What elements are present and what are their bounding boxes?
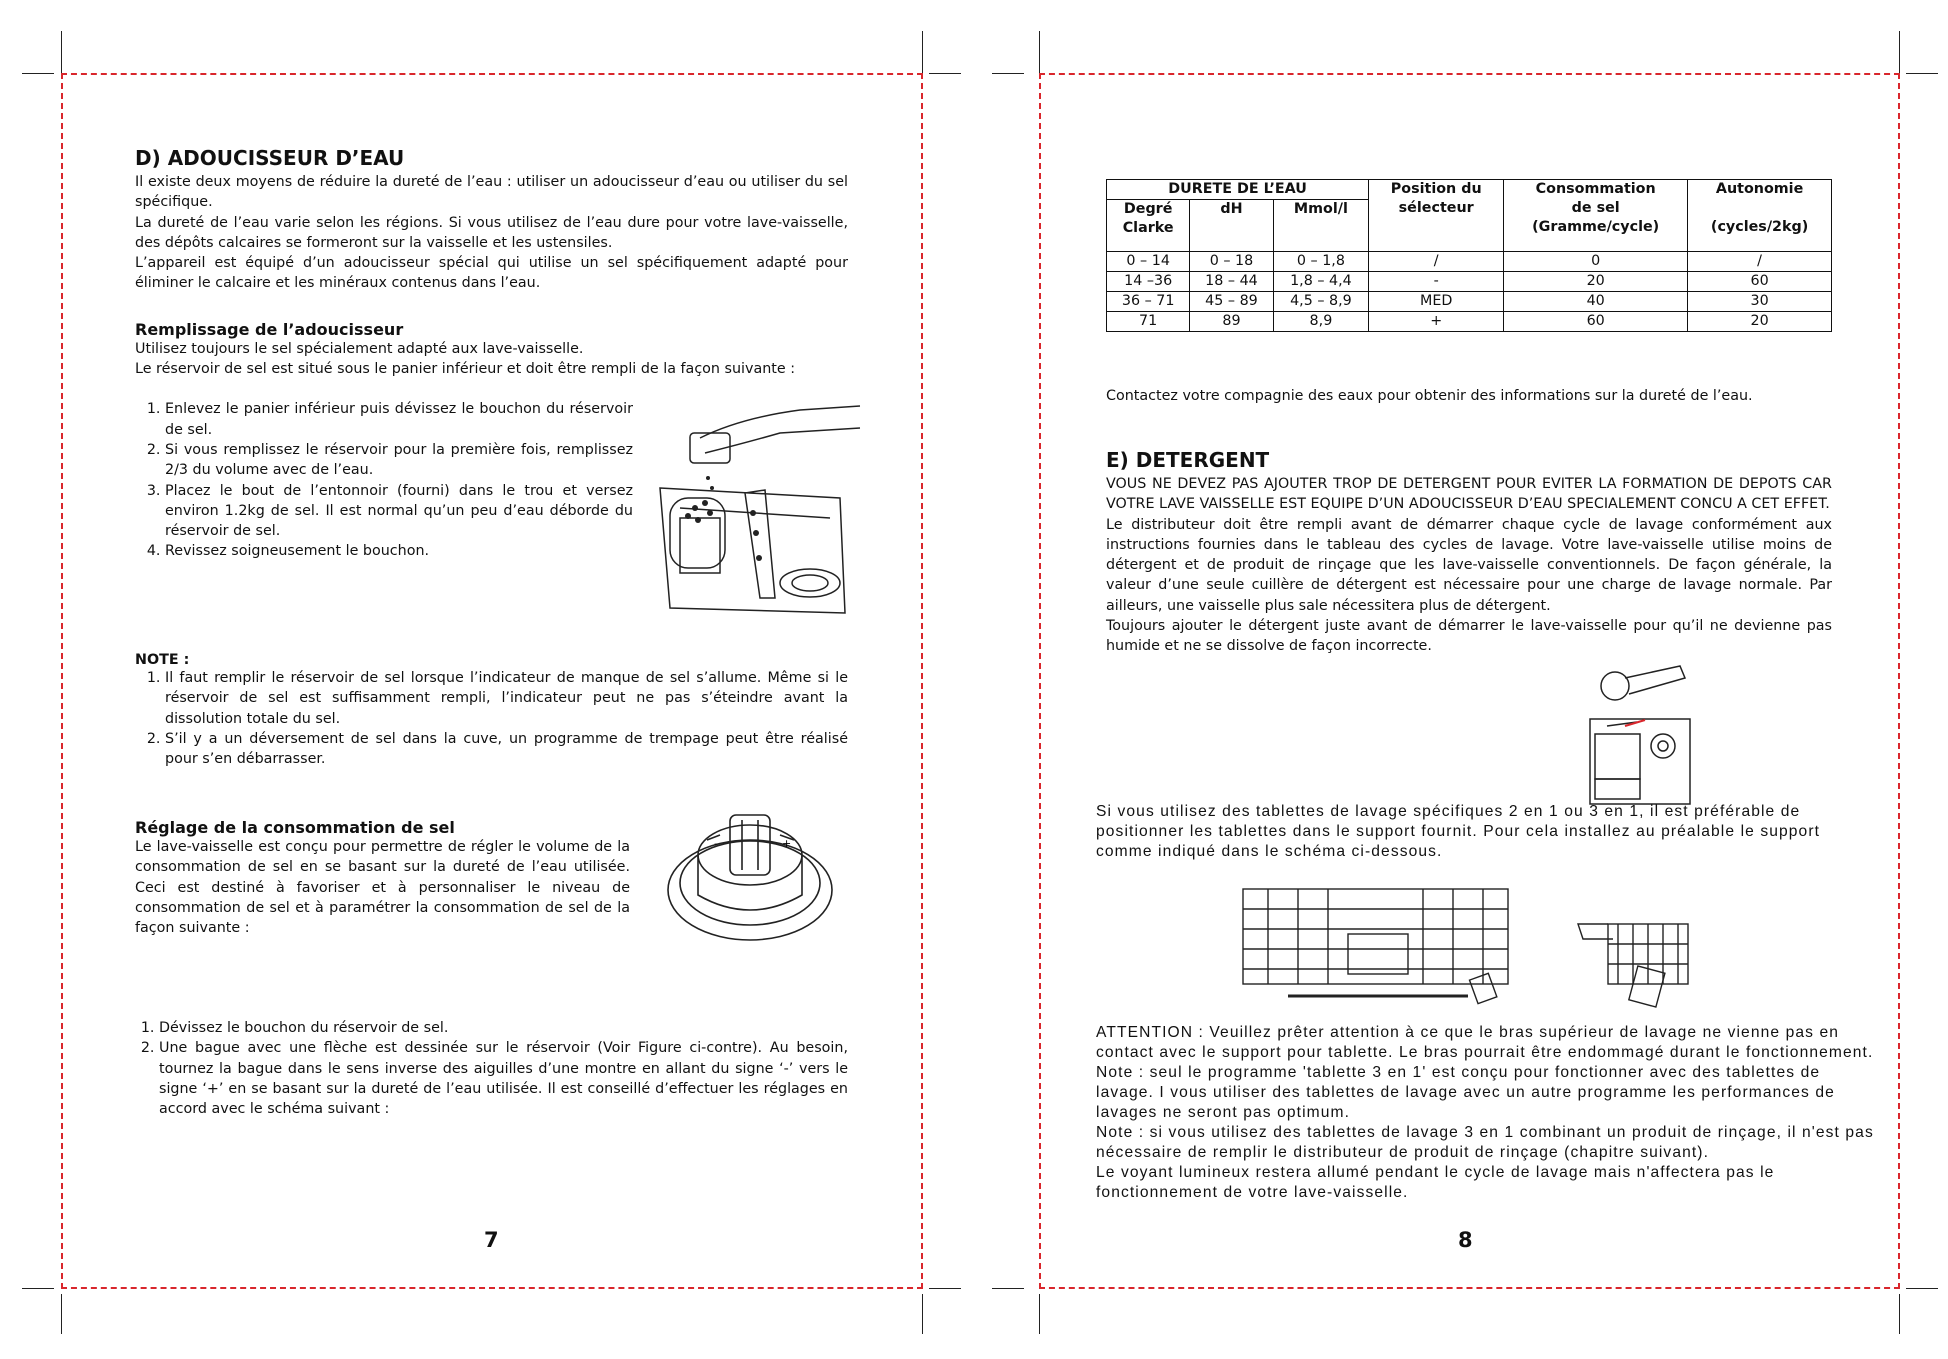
table-cell: 71 <box>1107 312 1190 332</box>
note-item: 1. Il faut remplir le réservoir de sel lorsque l’indicateur de manque de sel s’allume. Même si le réservoir de sel est suffisamment rempli, l’indicateur peut ne pas s’éteindre avant la dissolution totale du sel. <box>165 668 848 729</box>
salt-filling-illustration <box>650 398 865 618</box>
intro-paragraph-1: Il existe deux moyens de réduire la dureté de l’eau : utiliser un adoucisseur d’eau ou utiliser du sel spécifique. <box>135 174 848 211</box>
table-cell: 18 – 44 <box>1190 272 1273 292</box>
table-cell: 20 <box>1504 272 1688 292</box>
crop-mark <box>929 73 961 74</box>
crop-mark <box>22 1288 54 1289</box>
filling-steps <box>135 399 633 561</box>
table-cell: 0 <box>1504 252 1688 272</box>
crop-mark <box>61 31 62 78</box>
filling-step: 1. Enlevez le panier inférieur puis dévissez le bouchon du réservoir de sel. <box>165 399 633 440</box>
table-cell: 0 – 14 <box>1107 252 1190 272</box>
header-autonomy: Autonomie (cycles/2kg) <box>1688 180 1832 252</box>
attention-text: ATTENTION : Veuillez prêter attention à ce que le bras supérieur de lavage ne vienne pas en contact avec le support pour tablette. Le bras pourrait être endommagé durant le fonctionnement. <box>1096 1024 1874 1061</box>
table-cell: 20 <box>1688 312 1832 332</box>
rack-tablet-holder-illustration <box>1238 884 1732 1014</box>
intro-paragraph-3: L’appareil est équipé d’un adoucisseur spécial qui utilise un sel spécifiquement adapté pour éliminer le calcaire et les minéraux contenus dans l’eau. <box>135 255 848 292</box>
table-cell: / <box>1369 252 1504 272</box>
table-cell: 0 – 18 <box>1190 252 1273 272</box>
table-cell: / <box>1688 252 1832 272</box>
table-row <box>1107 292 1832 312</box>
crop-mark <box>1039 1294 1040 1334</box>
crop-mark <box>992 73 1024 74</box>
filling-step: 3. Placez le bout de l’entonnoir (fourni) dans le trou et versez environ 1.2kg de sel. Il est normal qu’un peu d’eau déborde du réservoir de sel. <box>165 481 633 542</box>
table-cell: + <box>1369 312 1504 332</box>
table-cell: - <box>1369 272 1504 292</box>
svg-text:+: + <box>782 837 792 850</box>
note-items <box>135 668 848 769</box>
header-consumption: Consommation de sel (Gramme/cycle) <box>1504 180 1688 252</box>
note-tablet-rinse: Note : si vous utilisez des tablettes de lavage 3 en 1 combinant un produit de rinçage, il n'est pas nécessaire de remplir le distributeur de produit de rinçage (chapitre suivant). <box>1096 1124 1874 1161</box>
page-number-right: 8 <box>1458 1228 1473 1252</box>
table-cell: 30 <box>1688 292 1832 312</box>
setting-steps-block <box>135 1018 848 1119</box>
table-cell: 1,8 – 4,4 <box>1273 272 1369 292</box>
table-cell: 40 <box>1504 292 1688 312</box>
svg-text:-: - <box>714 837 718 850</box>
table-cell: 0 – 1,8 <box>1273 252 1369 272</box>
header-degre: Degré Clarke <box>1107 200 1190 252</box>
detergent-section <box>1106 448 1832 657</box>
header-dh: dH <box>1190 200 1273 252</box>
crop-mark <box>22 73 54 74</box>
filling-step: 4. Revissez soigneusement le bouchon. <box>165 541 633 561</box>
filling-line-2: Le réservoir de sel est situé sous le panier inférieur et doit être rempli de la façon suivante : <box>135 361 796 378</box>
crop-mark <box>992 1288 1024 1289</box>
crop-mark <box>1906 1288 1938 1289</box>
crop-mark <box>929 1288 961 1289</box>
table-row <box>1107 272 1832 292</box>
crop-mark <box>922 31 923 78</box>
table-row <box>1107 312 1832 332</box>
setting-title: Réglage de la consommation de sel <box>135 818 455 837</box>
setting-section <box>135 818 630 938</box>
crop-mark <box>1906 73 1938 74</box>
setting-step: 1. Dévissez le bouchon du réservoir de sel. <box>159 1018 848 1038</box>
table-cell: 45 – 89 <box>1190 292 1273 312</box>
filling-step: 2. Si vous remplissez le réservoir pour la première fois, remplissez 2/3 du volume avec de l’eau. <box>165 440 633 481</box>
intro-paragraph-2: La dureté de l’eau varie selon les régions. Si vous utilisez de l’eau dure pour votre lave-vaisselle, des dépôts calcaires se formeront sur la vaisselle et les ustensiles. <box>135 214 848 251</box>
table-cell: 36 – 71 <box>1107 292 1190 312</box>
setting-text: Le lave-vaisselle est conçu pour permettre de régler le volume de la consommation de sel en se basant sur la dureté de l’eau utilisée. Ceci est destiné à favoriser et à personnaliser le niveau de consommation de sel et à paramétrer la consommation de sel de la façon suivante : <box>135 839 630 937</box>
header-position: Position du sélecteur <box>1369 180 1504 252</box>
crop-mark <box>1039 31 1040 78</box>
table-row <box>1107 252 1832 272</box>
table-cell: 60 <box>1688 272 1832 292</box>
filling-title: Remplissage de l’adoucisseur <box>135 319 404 339</box>
section-d-heading: D) ADOUCISSEUR D’EAU <box>135 146 405 170</box>
note-section <box>135 652 848 769</box>
salt-cap-ring-illustration <box>662 795 838 945</box>
table-cell: 14 –36 <box>1107 272 1190 292</box>
detergent-paragraph-1: Le distributeur doit être rempli avant de démarrer chaque cycle de lavage conformément aux instructions fournies dans le tableau des cycles de lavage. Votre lave-vaisselle utilise moins de détergent et de produit de rinçage que les lave-vaisselle conventionnels. De façon générale, la valeur d’une seule cuillère de détergent est nécessaire pour une charge de lavage normale. Par ailleurs, une vaisselle plus sale nécessitera plus de détergent. <box>1106 516 1832 614</box>
table-cell: 4,5 – 8,9 <box>1273 292 1369 312</box>
table-cell: 8,9 <box>1273 312 1369 332</box>
crop-mark <box>922 1294 923 1334</box>
table-cell: MED <box>1369 292 1504 312</box>
crop-mark <box>61 1294 62 1334</box>
note-item: 2. S’il y a un déversement de sel dans la cuve, un programme de trempage peut être réalisé pour s’en débarrasser. <box>165 729 848 770</box>
detergent-dispenser-illustration <box>1585 664 1695 806</box>
filling-line-1: Utilisez toujours le sel spécialement adapté aux lave-vaisselle. <box>135 340 584 357</box>
note-tablet-program: Note : seul le programme 'tablette 3 en 1' est conçu pour fonctionner avec des tablettes de lavage. I vous utiliser des tablettes de lavage avec un autre programme les performances de lavages ne seront pas optimum. <box>1096 1064 1835 1121</box>
page-number-left: 7 <box>484 1228 499 1252</box>
crop-mark <box>1899 1294 1900 1334</box>
water-hardness-table <box>1106 179 1832 332</box>
table-group-header: DURETE DE L’EAU <box>1107 180 1369 200</box>
detergent-warning: VOUS NE DEVEZ PAS AJOUTER TROP DE DETERGENT POUR EVITER LA FORMATION DE DEPOTS CAR VOTRE LAVE VAISSELLE EST EQUIPE D’UN ADOUCISSEUR D’EAU SPECIALEMENT CONCU A CET EFFET. <box>1106 476 1832 513</box>
setting-steps <box>135 1018 848 1119</box>
detergent-paragraph-2: Toujours ajouter le détergent juste avant de démarrer le lave-vaisselle pour qu’il ne devienne pas humide et ne se dissolve de façon incorrecte. <box>1106 618 1832 655</box>
setting-step: 2. Une bague avec une flèche est dessinée sur le réservoir (Voir Figure ci-contre). Au besoin, tournez la bague dans le sens inverse des aiguilles d’une montre en allant du signe ‘-’ vers le signe ‘+’ en se basant sur la dureté de l’eau utilisée. Il est conseillé d’effectuer les réglages en accord avec le schéma suivant : <box>159 1038 848 1119</box>
table-cell: 60 <box>1504 312 1688 332</box>
note-title: NOTE : <box>135 652 190 668</box>
section-e-heading: E) DETERGENT <box>1106 448 1270 472</box>
tablets-text: Si vous utilisez des tablettes de lavage spécifiques 2 en 1 ou 3 en 1, il est préférable de positionner les tablettes dans le support fournit. Pour cela installez au préalable le support comme indiqué dans le schéma ci-dessous. <box>1096 803 1821 860</box>
contact-text: Contactez votre compagnie des eaux pour obtenir des informations sur la dureté de l’eau. <box>1106 388 1753 404</box>
attention-section <box>1096 1023 1876 1203</box>
note-indicator-light: Le voyant lumineux restera allumé pendant le cycle de lavage mais n'affectera pas le fonctionnement de votre lave-vaisselle. <box>1096 1164 1775 1201</box>
header-mmol: Mmol/l <box>1273 200 1369 252</box>
table-cell: 89 <box>1190 312 1273 332</box>
crop-mark <box>1899 31 1900 78</box>
